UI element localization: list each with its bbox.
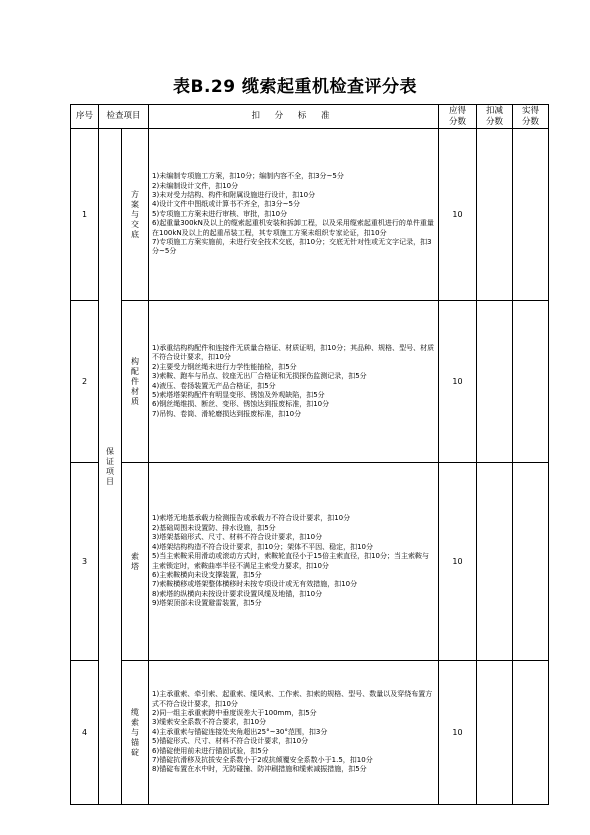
actual-score bbox=[513, 661, 549, 805]
header-due: 应得 分数 bbox=[439, 105, 477, 129]
deduction-standard: 1)未编制专项施工方案，扣10分；编制内容不全，扣3分~5分 2)未编制设计文件，扣10分 3)未对受力结构、构件和附属设施进行设计，扣10分 4)设计文件中图纸或计算书不齐全，扣3分~5分 5)专项施工方案未进行审核、审批，扣10分 6)起重量300kN及以上的缆索起重机安装和拆卸工程，以及采用缆索起重机进行的单件重量在100kN及以上的起重吊装工程，其专项施工方案未组织专家论证，扣10分 7)专项施工方案实施前，未进行安全技术交底，扣10分；交底无针对性或无文字记录，扣3分~5分 bbox=[149, 129, 439, 301]
header-no: 序号 bbox=[71, 105, 99, 129]
table-row bbox=[71, 301, 549, 463]
actual-score bbox=[513, 129, 549, 301]
actual-score bbox=[513, 463, 549, 661]
table-row bbox=[71, 463, 549, 661]
item-name: 构配件材质 bbox=[122, 301, 149, 463]
header-row bbox=[71, 105, 549, 129]
header-deduct: 扣减 分数 bbox=[477, 105, 513, 129]
score-table bbox=[70, 104, 549, 805]
deduct-score bbox=[477, 661, 513, 805]
deduction-standard: 1)承重结构构配件和连接件无质量合格证、材质证明，扣10分；其品种、规格、型号、材质不符合设计要求，扣10分 2)主要受力钢丝绳未进行力学性能抽检，扣5分 3)索鞍、跑车与吊点、铰座无出厂合格证和无损探伤监测记录，扣5分 4)液压、卷扬装置无产品合格证，扣5分 5)索塔塔架构配件有明显变形、锈蚀及外观缺陷，扣5分 6)钢丝绳维损、断丝、变形、锈蚀达到报废标准，扣10分 7)吊钩、卷筒、滑轮磨损达到报废标准，扣10分 bbox=[149, 301, 439, 463]
page-title: 表B.29 缆索起重机检查评分表 bbox=[173, 77, 417, 97]
header-standard: 扣 分 标 准 bbox=[149, 105, 439, 129]
header-item: 检查项目 bbox=[99, 105, 149, 129]
due-score: 10 bbox=[439, 463, 477, 661]
row-number: 4 bbox=[71, 661, 99, 805]
item-name: 缆索与锚碇 bbox=[122, 661, 149, 805]
due-score: 10 bbox=[439, 301, 477, 463]
table-row bbox=[71, 661, 549, 805]
actual-score bbox=[513, 301, 549, 463]
deduction-standard: 1)索塔无地基承载力检测报告或承载力不符合设计要求，扣10分 2)基础周围未设置防、排水设施，扣5分 3)塔架基础形式、尺寸、材料不符合设计要求，扣10分 4)塔架结构构造不符合设计要求，扣10分；架体不平因、稳定，扣10分 5)当主索鞍采用滑动或滚动方式时，索鞍轮直径小于15倍主索直径，扣10分；当主索鞍与主索锁定时，索鞍曲率半径不满足主索受力要求，扣10分 6)主索鞍横向未设支撑装置，扣5分 7)索鞍横移或塔架整体横移时未按专项设计或无有效措施，扣10分 8)索塔的纵横向未按设计要求设置风缆及地锚，扣10分 9)塔架顶部未设置避雷装置，扣5分 bbox=[149, 463, 439, 661]
deduction-standard: 1)主承重索、牵引索、起重索、缆风索、工作索、扣索的规格、型号、数量以及穿绕布置方式不符合设计要求，扣10分 2)同一组主承重索跨中垂度误差大于100mm，扣5分 3)缆索安全系数不符合要求，扣10分 4)主承重索与锚碇连接处夹角超出25°~30°范围，扣3分 5)锚碇形式、尺寸、材料不符合设计要求，扣10分 6)锚碇使用前未进行锚固试验，扣5分 7)锚碇抗滑移及抗拔安全系数小于2或抗倾覆安全系数小于1.5，扣10分 8)锚碇布置在水中时，无防碰撞、防冲刷措施和缆索减振措施，扣5分 bbox=[149, 661, 439, 805]
due-score: 10 bbox=[439, 661, 477, 805]
category-label: 保证项目 bbox=[99, 129, 122, 805]
table-row bbox=[71, 129, 549, 301]
row-number: 3 bbox=[71, 463, 99, 661]
deduct-score bbox=[477, 463, 513, 661]
row-number: 1 bbox=[71, 129, 99, 301]
item-name: 方案与交底 bbox=[122, 129, 149, 301]
deduct-score bbox=[477, 129, 513, 301]
due-score: 10 bbox=[439, 129, 477, 301]
row-number: 2 bbox=[71, 301, 99, 463]
deduct-score bbox=[477, 301, 513, 463]
item-name: 索塔 bbox=[122, 463, 149, 661]
header-actual: 实得 分数 bbox=[513, 105, 549, 129]
